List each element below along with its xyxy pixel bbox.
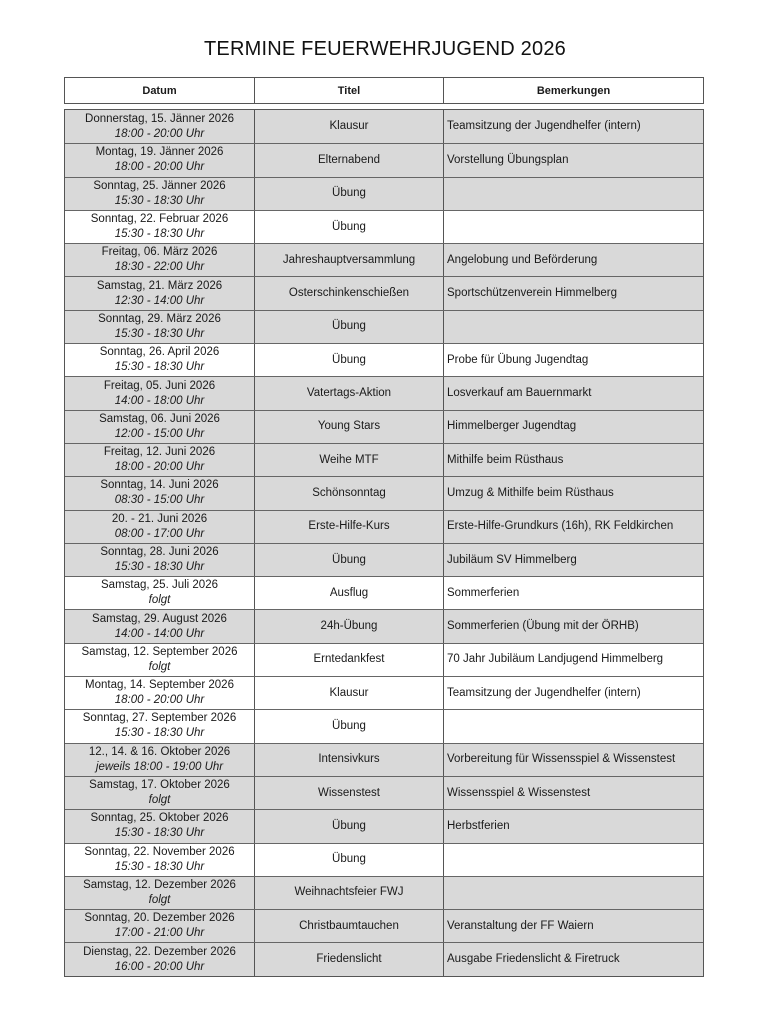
date-cell xyxy=(65,877,255,909)
event-time: folgt xyxy=(148,660,171,673)
event-note xyxy=(444,178,703,210)
date-cell xyxy=(65,544,255,576)
event-title: Weihnachtsfeier FWJ xyxy=(255,877,444,909)
event-time: folgt xyxy=(148,893,171,906)
event-time: 18:00 - 20:00 Uhr xyxy=(114,161,205,174)
event-title: Übung xyxy=(255,178,444,210)
table-row xyxy=(65,576,703,609)
event-date: Samstag, 21. März 2026 xyxy=(96,279,223,292)
event-title: 24h-Übung xyxy=(255,610,444,642)
event-note: Ausgabe Friedenslicht & Firetruck xyxy=(447,953,620,966)
event-title: Elternabend xyxy=(255,144,444,176)
event-title: Übung xyxy=(255,311,444,343)
event-title: Osterschinkenschießen xyxy=(255,277,444,309)
event-date: Sonntag, 27. September 2026 xyxy=(82,712,237,725)
column-header-bemerkungen: Bemerkungen xyxy=(536,84,611,97)
event-time: 18:30 - 22:00 Uhr xyxy=(114,261,205,274)
event-date: Samstag, 12. September 2026 xyxy=(81,645,238,658)
event-time: folgt xyxy=(148,794,171,807)
event-date: Samstag, 29. August 2026 xyxy=(92,612,227,625)
event-time: 18:00 - 20:00 Uhr xyxy=(114,694,205,707)
event-title: Übung xyxy=(255,344,444,376)
events-table xyxy=(64,109,704,977)
date-cell xyxy=(65,910,255,942)
event-note: Sommerferien xyxy=(447,586,520,599)
event-title: Christbaumtauchen xyxy=(255,910,444,942)
event-title: Vatertags-Aktion xyxy=(255,377,444,409)
event-date: Samstag, 25. Juli 2026 xyxy=(101,579,218,592)
event-time: 16:00 - 20:00 Uhr xyxy=(114,960,205,973)
event-title: Friedenslicht xyxy=(255,943,444,975)
event-date: Sonntag, 22. November 2026 xyxy=(84,845,235,858)
table-row xyxy=(65,676,703,709)
date-cell xyxy=(65,810,255,842)
document-title: TERMINE FEUERWEHRJUGEND 2026 xyxy=(204,38,566,60)
table-row xyxy=(65,110,703,143)
event-time: 17:00 - 21:00 Uhr xyxy=(114,927,205,940)
date-cell xyxy=(65,744,255,776)
event-date: Sonntag, 28. Juni 2026 xyxy=(100,546,219,558)
event-note: Angelobung und Beförderung xyxy=(447,253,598,266)
event-note: Sommerferien (Übung mit der ÖRHB) xyxy=(447,620,639,633)
event-date: Sonntag, 20. Dezember 2026 xyxy=(84,912,235,925)
event-note: Herbstferien xyxy=(447,819,510,832)
date-cell xyxy=(65,710,255,742)
table-row xyxy=(65,876,703,909)
event-date: 20. - 21. Juni 2026 xyxy=(111,512,208,525)
event-time: 18:00 - 20:00 Uhr xyxy=(114,461,205,474)
table-row xyxy=(65,243,703,276)
event-date: Sonntag, 25. Oktober 2026 xyxy=(90,812,229,825)
date-cell xyxy=(65,477,255,509)
table-row xyxy=(65,177,703,210)
date-cell xyxy=(65,577,255,609)
event-date: Sonntag, 22. Februar 2026 xyxy=(90,213,229,226)
event-date: Montag, 19. Jänner 2026 xyxy=(95,146,224,159)
date-cell xyxy=(65,311,255,343)
event-title: Erste-Hilfe-Kurs xyxy=(255,511,444,543)
date-cell xyxy=(65,110,255,143)
table-row xyxy=(65,609,703,642)
event-date: Donnerstag, 15. Jänner 2026 xyxy=(85,112,234,125)
event-note xyxy=(444,710,703,742)
event-note xyxy=(444,211,703,243)
event-note: Wissensspiel & Wissenstest xyxy=(447,786,591,799)
event-time: 14:00 - 14:00 Uhr xyxy=(114,627,205,640)
event-title: Erntedankfest xyxy=(255,644,444,676)
event-title: Young Stars xyxy=(255,411,444,443)
table-row xyxy=(65,909,703,942)
event-time: 12:00 - 15:00 Uhr xyxy=(114,427,205,440)
event-date: Dienstag, 22. Dezember 2026 xyxy=(83,945,236,958)
event-note xyxy=(444,844,703,876)
table-row xyxy=(65,410,703,443)
table-row xyxy=(65,443,703,476)
table-row xyxy=(65,376,703,409)
date-cell xyxy=(65,844,255,876)
event-title: Jahreshauptversammlung xyxy=(255,244,444,276)
event-note: Erste-Hilfe-Grundkurs (16h), RK Feldkirchen xyxy=(447,520,674,533)
table-row xyxy=(65,343,703,376)
table-row xyxy=(65,643,703,676)
event-note: Probe für Übung Jugendtag xyxy=(447,353,589,366)
date-cell xyxy=(65,277,255,309)
date-cell xyxy=(65,411,255,443)
event-note: Vorstellung Übungsplan xyxy=(447,153,569,166)
event-time: 15:30 - 18:30 Uhr xyxy=(114,561,205,573)
date-cell xyxy=(65,178,255,210)
event-note: Veranstaltung der FF Waiern xyxy=(447,919,594,932)
table-row xyxy=(65,743,703,776)
event-title: Ausflug xyxy=(255,577,444,609)
event-title: Übung xyxy=(255,844,444,876)
table-row xyxy=(65,776,703,809)
column-header-titel: Titel xyxy=(255,78,444,103)
column-header-datum: Datum xyxy=(65,78,255,103)
event-note: Jubiläum SV Himmelberg xyxy=(447,553,577,566)
date-cell xyxy=(65,777,255,809)
event-note: Teamsitzung der Jugendhelfer (intern) xyxy=(447,686,641,699)
event-time: 15:30 - 18:30 Uhr xyxy=(114,327,205,340)
event-time: 18:00 - 20:00 Uhr xyxy=(114,127,205,140)
event-time: 15:30 - 18:30 Uhr xyxy=(114,727,205,740)
event-time: 08:00 - 17:00 Uhr xyxy=(114,527,205,540)
event-time: 15:30 - 18:30 Uhr xyxy=(114,228,205,241)
date-cell xyxy=(65,644,255,676)
event-title: Schönsonntag xyxy=(255,477,444,509)
date-cell xyxy=(65,377,255,409)
table-row xyxy=(65,809,703,842)
event-title: Klausur xyxy=(255,110,444,143)
event-time: 14:00 - 18:00 Uhr xyxy=(114,394,205,407)
event-date: Freitag, 06. März 2026 xyxy=(101,246,218,259)
event-note xyxy=(444,877,703,909)
table-row xyxy=(65,843,703,876)
event-title: Übung xyxy=(255,211,444,243)
event-note: Losverkauf am Bauernmarkt xyxy=(447,387,592,400)
event-note: Mithilfe beim Rüsthaus xyxy=(447,453,564,466)
date-cell xyxy=(65,511,255,543)
table-row xyxy=(65,476,703,509)
date-cell xyxy=(65,211,255,243)
event-date: Samstag, 17. Oktober 2026 xyxy=(89,779,230,792)
event-date: Freitag, 05. Juni 2026 xyxy=(103,379,216,392)
table-row xyxy=(65,543,703,576)
event-time: jeweils 18:00 - 19:00 Uhr xyxy=(95,760,224,773)
event-title: Klausur xyxy=(255,677,444,709)
event-date: Sonntag, 14. Juni 2026 xyxy=(100,479,219,492)
table-row xyxy=(65,310,703,343)
table-row xyxy=(65,709,703,742)
event-time: 12:30 - 14:00 Uhr xyxy=(114,294,205,307)
event-note: 70 Jahr Jubiläum Landjugend Himmelberg xyxy=(447,653,664,666)
event-title: Intensivkurs xyxy=(255,744,444,776)
event-time: folgt xyxy=(148,594,171,607)
date-cell xyxy=(65,344,255,376)
event-note xyxy=(444,311,703,343)
event-date: 12., 14. & 16. Oktober 2026 xyxy=(88,745,231,758)
date-cell xyxy=(65,943,255,975)
event-note: Vorbereitung für Wissensspiel & Wissenstest xyxy=(447,753,676,766)
event-title: Weihe MTF xyxy=(255,444,444,476)
event-time: 15:30 - 18:30 Uhr xyxy=(114,361,205,374)
event-date: Samstag, 12. Dezember 2026 xyxy=(83,878,236,891)
date-cell xyxy=(65,244,255,276)
date-cell xyxy=(65,444,255,476)
event-title: Übung xyxy=(255,544,444,576)
event-date: Freitag, 12. Juni 2026 xyxy=(103,446,216,459)
date-cell xyxy=(65,610,255,642)
event-title: Übung xyxy=(255,810,444,842)
table-row xyxy=(65,210,703,243)
event-time: 15:30 - 18:30 Uhr xyxy=(114,827,205,840)
event-date: Montag, 14. September 2026 xyxy=(85,679,234,692)
event-note: Himmelberger Jugendtag xyxy=(447,420,577,433)
table-header xyxy=(64,77,704,104)
event-date: Samstag, 06. Juni 2026 xyxy=(99,412,220,425)
event-date: Sonntag, 26. April 2026 xyxy=(99,346,220,359)
event-time: 15:30 - 18:30 Uhr xyxy=(114,194,205,207)
event-date: Sonntag, 29. März 2026 xyxy=(98,312,221,325)
table-row xyxy=(65,276,703,309)
date-cell xyxy=(65,677,255,709)
event-time: 08:30 - 15:00 Uhr xyxy=(114,494,205,507)
event-date: Sonntag, 25. Jänner 2026 xyxy=(93,179,226,192)
event-title: Übung xyxy=(255,710,444,742)
table-row xyxy=(65,942,703,975)
table-row xyxy=(65,510,703,543)
table-row xyxy=(65,143,703,176)
date-cell xyxy=(65,144,255,176)
event-note: Umzug & Mithilfe beim Rüsthaus xyxy=(447,486,614,499)
event-note: Teamsitzung der Jugendhelfer (intern) xyxy=(447,120,641,133)
event-title: Wissenstest xyxy=(255,777,444,809)
event-note: Sportschützenverein Himmelberg xyxy=(447,287,618,300)
event-time: 15:30 - 18:30 Uhr xyxy=(114,860,205,873)
